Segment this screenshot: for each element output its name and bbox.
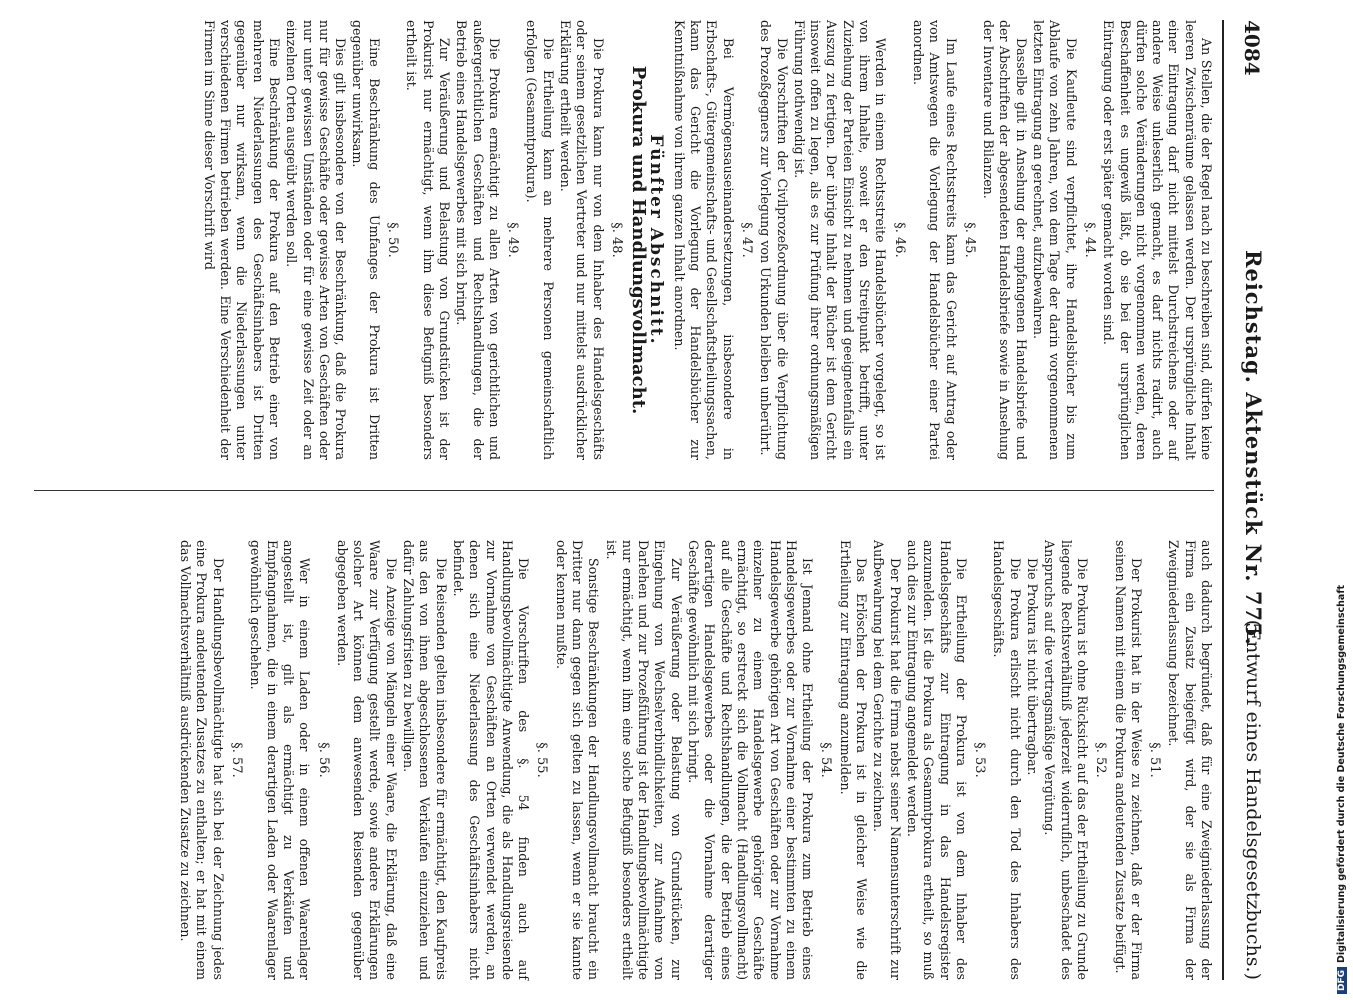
paragraph: Der Handlungsbevollmächtigte hat sich bei der Zeichnung jedes eine Prokura andeutenden Zusatzes zu enthalten; er hat mit einem das Vollmachtsverhältniß ausdrückenden Zusatze zu zeichnen. xyxy=(178,540,226,980)
section-heading: §. 55. xyxy=(534,742,550,778)
left-column xyxy=(199,20,1214,460)
dfg-logo: DFG xyxy=(1337,967,1347,994)
section-heading: §. 54. xyxy=(818,742,834,778)
paragraph: Eine Beschränkung der Prokura auf den Betrieb einer von mehreren Niederlassungen des Geschäftsinhabers ist Dritten gegenüber nur wirksam, wenn die Niederlassungen unter verschiedenen Firmen betrieben werden. Eine Verschiedenheit der Firmen im Sinne dieser Vorschrift wird xyxy=(201,20,282,460)
paragraph: Eine Beschränkung des Umfanges der Prokura ist Dritten gegenüber unwirksam. xyxy=(350,20,382,460)
chapter-heading: Fünfter Abschnitt. xyxy=(646,134,667,346)
section-heading: §. 45. xyxy=(961,222,977,258)
paragraph: Die Reisenden gelten insbesondere für ermächtigt, den Kaufpreis aus den von ihnen abgeschlossenen Verkäufen einzuziehen und dafür Zahlungsfristen zu bewilligen. xyxy=(401,540,449,980)
paragraph: Die Ertheilung kann an mehrere Personen gemeinschaftlich erfolgen (Gesammtprokura). xyxy=(524,20,556,460)
paragraph: Die Vorschriften des §. 54 finden auch auf Handlungsbevollmächtigte Anwendung, die als Handlungsreisende zur Vornahme von Geschäften an Orten verwendet werden, an denen sich eine Niederlassung des Geschäftsinhabers nicht befindet. xyxy=(450,540,532,980)
section-heading: §. 49. xyxy=(505,222,521,258)
paragraph: Die Anzeige von Mängeln einer Waare, die Erklärung, daß eine Waare zur Verfügung gestellt werde, sowie andere Erklärungen solcher Art können dem anwesenden Reisenden gegenüber abgegeben werden. xyxy=(334,540,399,980)
paragraph: Das Erlöschen der Prokura ist in gleicher Weise wie die Ertheilung zur Eintragung anzumelden. xyxy=(837,540,870,980)
paragraph: Dies gilt insbesondere von der Beschränkung, daß die Prokura nur für gewisse Geschäfte oder gewisse Arten von Geschäften oder nur unter gewissen Umständen oder für eine gewisse Zeit oder an einzelnen Orten ausgeübt werden soll. xyxy=(284,20,349,460)
paragraph: Die Prokura ist ohne Rücksicht auf das der Ertheilung zu Grunde liegende Rechtsverhältniß jederzeit widerruflich, unbeschadet des Anspruchs auf die vertragsmäßige Vergütung. xyxy=(1042,540,1090,980)
paragraph: Zur Veräußerung und Belastung von Grundstücken ist der Prokurist nur ermächtigt, wenn ihm diese Befugniß besonders ertheilt ist. xyxy=(404,20,452,460)
digitization-credit xyxy=(1336,4,1350,994)
right-column xyxy=(176,540,1214,980)
paragraph: Im Laufe eines Rechtsstreits kann das Gericht auf Antrag oder von Amtswegen die Vorlegung der Handelsbücher einer Partei anordnen. xyxy=(910,20,959,460)
section-heading: §. 53. xyxy=(972,742,988,778)
paragraph: Zur Veräußerung oder Belastung von Grundstücken, zur Eingehung von Wechselverbindlichkeiten, zur Aufnahme von Darlehen und zur Prozeßführung ist der Handlungsbevollmächtigte nur ermächtigt, wenn ihm eine solche Befugniß besonders ertheilt ist. xyxy=(603,540,684,980)
paragraph: Die Prokura ist nicht übertragbar. xyxy=(1025,558,1041,776)
section-heading: §. 48. xyxy=(608,222,624,258)
credit-text: Digitalisierung gefördert durch die Deutsche Forschungsgemeinschaft xyxy=(1336,585,1347,963)
section-heading: §. 46. xyxy=(891,222,907,258)
paragraph: Bei Vermögensauseinandersetzungen, insbesondere in Erbschafts-, Gütergemeinschafts- und Gesellschaftstheilungssachen, kann das Gericht die Vorlegung der Handelsbücher zur Kenntnißnahme von ihrem ganzen Inhalt anordnen. xyxy=(671,20,736,460)
paragraph: auch dadurch begründet, daß für eine Zweigniederlassung der Firma ein Zusatz beigefügt wird, der sie als Firma der Zweigniederlassung bezeichnet. xyxy=(1166,540,1214,980)
section-heading: §. 50. xyxy=(385,222,401,258)
paragraph: Die Prokura erlischt nicht durch den Tod des Inhabers des Handelsgeschäfts. xyxy=(991,540,1023,980)
header-title: Reichstag. Aktenstück Nr. 775. xyxy=(1241,250,1266,646)
section-heading: §. 52. xyxy=(1093,742,1109,778)
paragraph: Die Vorschriften der Civilprozeßordnung über die Verpflichtung des Prozeßgegners zur Vorlegung von Urkunden bleiben unberührt. xyxy=(758,20,790,460)
section-heading: §. 57. xyxy=(229,742,245,778)
paragraph: Die Ertheilung der Prokura ist von dem Inhaber des Handelsgeschäfts zur Eintragung in das Handelsregister anzumelden. Ist die Prokura als Gesammtprokura ertheilt, so muß auch dies zur Eintragung angemeldet werden. xyxy=(904,540,969,980)
paragraph: Die Kaufleute sind verpflichtet, ihre Handelsbücher bis zum Ablaufe von zehn Jahren, von dem Tage der darin vorgenommenen letzten Eintragung an gerechnet, aufzubewahren. xyxy=(1031,20,1079,460)
paragraph: Der Prokurist hat in der Weise zu zeichnen, daß er der Firma seinen Namen mit einem die Prokura andeutenden Zusatze beifügt. xyxy=(1112,540,1144,980)
section-heading: §. 44. xyxy=(1081,222,1097,258)
paragraph: Sonstige Beschränkungen der Handlungsvollmacht braucht ein Dritter nur dann gegen sich gelten zu lassen, wenn er sie kannte oder kennen mußte. xyxy=(553,540,602,980)
section-heading: §. 56. xyxy=(315,742,331,778)
paragraph: Die Prokura ermächtigt zu allen Arten von gerichtlichen und außergerichtlichen Geschäften und Rechtshandlungen, die der Betrieb eines Handelsgewerbes mit sich bringt. xyxy=(454,20,502,460)
paragraph: Ist Jemand ohne Ertheilung der Prokura zum Betrieb eines Handelsgewerbes oder zur Vornahme einer bestimmten zu einem Handelsgewerbe gehörigen Art von Geschäften oder zur Vornahme einzelner zu einem Handelsgewerbe gehöriger Geschäfte ermächtigt, so erstreckt sich die Vollmacht (Handlungsvollmacht) auf alle Geschäfte und Rechtshandlungen, die der Betrieb eines derartigen Handelsgewerbes oder die Vornahme derartiger Geschäfte gewöhnlich mit sich bringt. xyxy=(686,540,816,980)
paragraph: Der Prokurist hat die Firma nebst seiner Namensunterschrift zur Aufbewahrung bei dem Gerichte zu zeichnen. xyxy=(871,540,903,980)
section-heading: §. 47. xyxy=(738,222,754,258)
chapter-title: Prokura und Handlungsvollmacht. xyxy=(628,65,650,415)
page-header xyxy=(1230,20,1270,980)
paragraph: Werden in einem Rechtsstreite Handelsbücher vorgelegt, so ist von ihrem Inhalte, soweit er den Streitpunkt betrifft, unter Zuziehung der Parteien Einsicht zu nehmen und geeignetenfalls ein Auszug zu fertigen. Der übrige Inhalt der Bücher ist dem Gericht insoweit offen zu legen, als es zur Prüfung ihrer ordnungsmäßigen Führung nothwendig ist. xyxy=(791,20,889,460)
paragraph: Dasselbe gilt in Ansehung der empfangenen Handelsbriefe und der Abschriften der abgesendeten Handelsbriefe sowie in Ansehung der Inventare und Bilanzen. xyxy=(981,20,1029,460)
paragraph: Wer in einem Laden oder in einem offenen Waarenlager angestellt ist, gilt als ermächtigt zu Verkäufen und Empfangnahmen, die in einem derartigen Laden oder Waarenlager gewöhnlich geschehen. xyxy=(248,540,313,980)
column-divider xyxy=(34,490,1214,491)
paragraph: An Stellen, die der Regel nach zu beschreiben sind, dürfen keine leeren Zwischenräume gelassen werden. Der ursprüngliche Inhalt einer Eintragung darf nicht mittelst Durchstreichens oder auf andere Weise unleserlich gemacht, es darf nichts radirt, auch dürfen solche Veränderungen nicht vorgenommen werden, deren Beschaffenheit es ungewiß läßt, ob sie bei der ursprünglichen Eintragung oder erst später gemacht worden sind. xyxy=(1101,20,1214,460)
section-heading: §. 51. xyxy=(1147,742,1163,778)
page-number: 4084 xyxy=(1240,20,1264,76)
header-rule xyxy=(1222,20,1224,980)
paragraph: Die Prokura kann nur von dem Inhaber des Handelsgeschäfts oder seinem gesetzlichen Vertreter und nur mittelst ausdrücklicher Erklärung ertheilt werden. xyxy=(558,20,606,460)
header-subtitle: (Entwurf eines Handelsgesetzbuchs.) xyxy=(1242,619,1264,980)
